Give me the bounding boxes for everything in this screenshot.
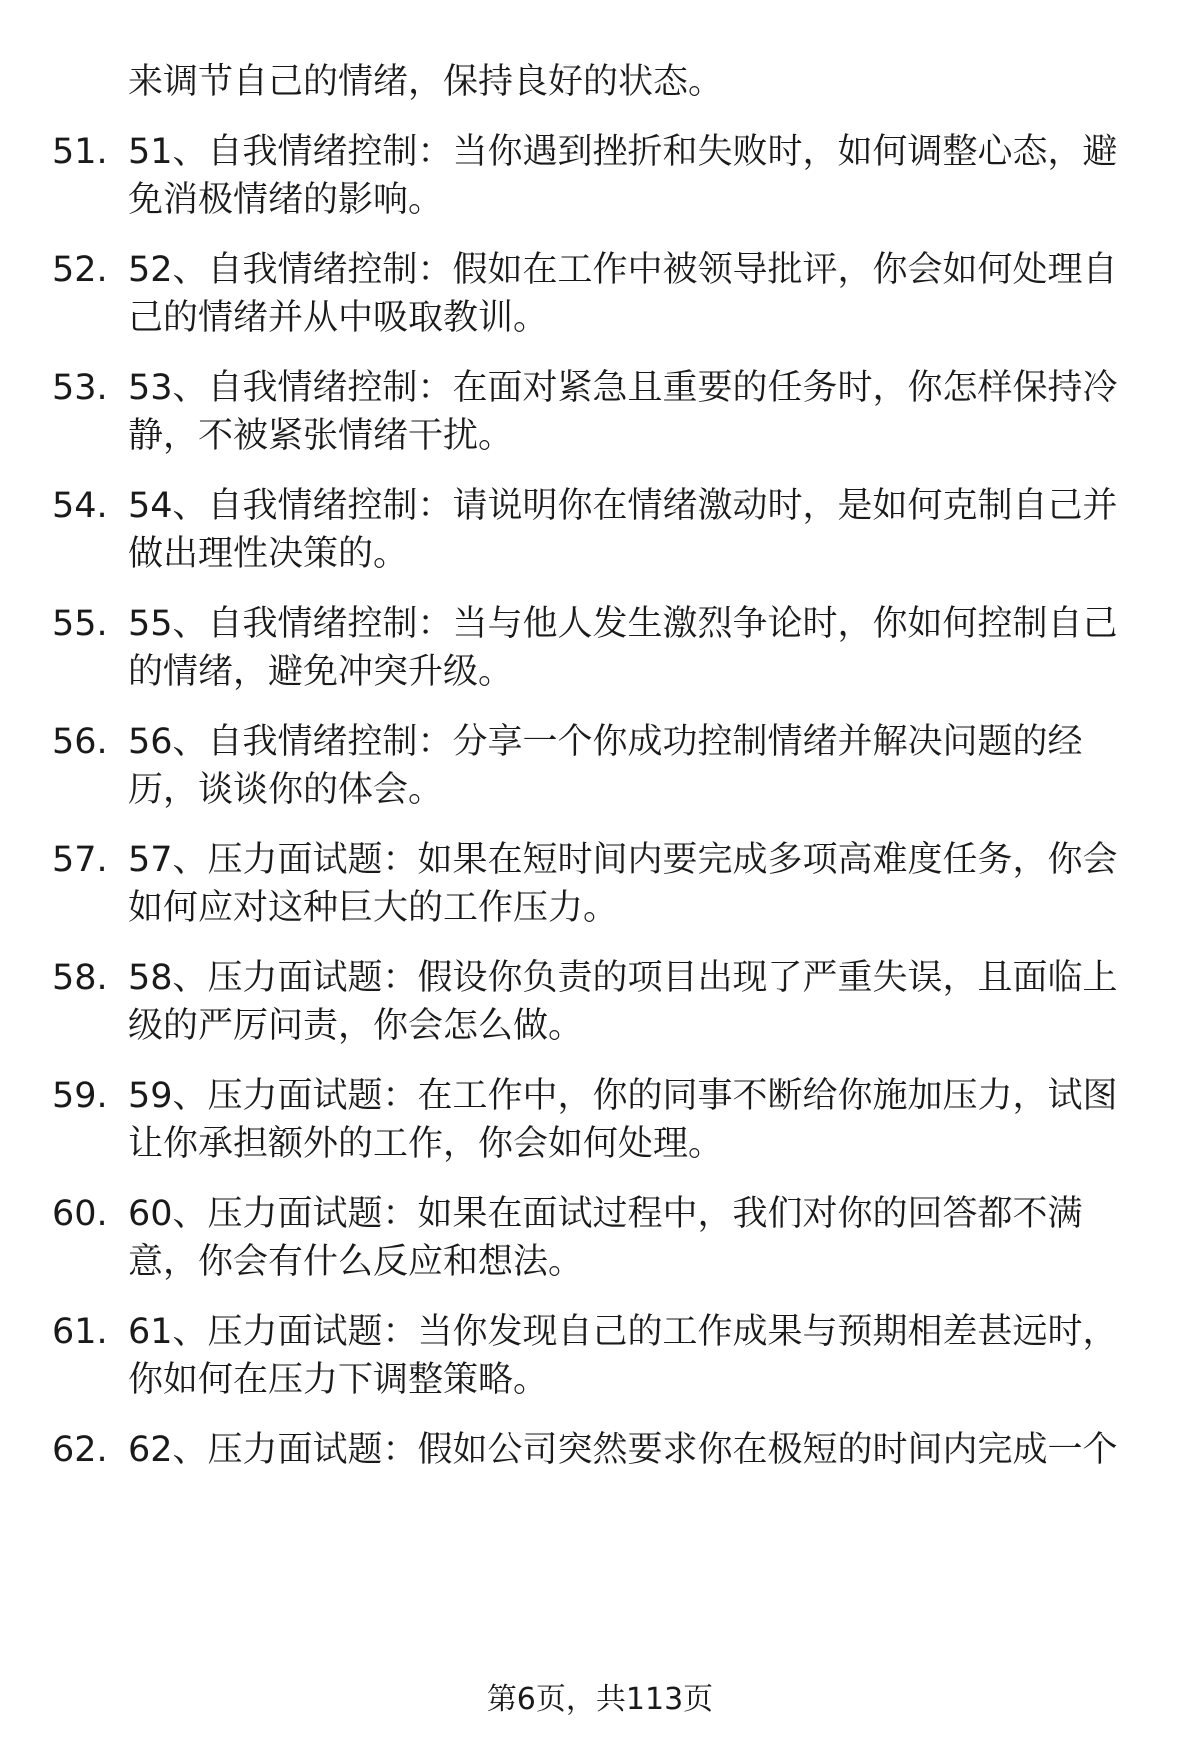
item-line: 56、自我情绪控制：分享一个你成功控制情绪并解决问题的经 (128, 722, 1083, 762)
item-line: 54、自我情绪控制：请说明你在情绪激动时，是如何克制自己并 (128, 486, 1118, 526)
item-line: 58、压力面试题：假设你负责的项目出现了严重失误，且面临上 (128, 958, 1118, 998)
item-number: 55. (52, 604, 108, 644)
item-text (128, 1190, 1198, 1286)
item-number: 58. (52, 958, 108, 998)
item-text (128, 1426, 1198, 1474)
item-line: 免消极情绪的影响。 (128, 180, 444, 220)
item-number: 60. (52, 1194, 108, 1234)
item-number: 54. (52, 486, 108, 526)
item-text (128, 364, 1198, 460)
item-text (128, 128, 1198, 224)
item-line: 你如何在压力下调整策略。 (128, 1360, 549, 1400)
item-text (128, 600, 1198, 696)
item-line: 57、压力面试题：如果在短时间内要完成多项高难度任务，你会 (128, 840, 1118, 880)
item-number: 51. (52, 132, 108, 172)
item-number: 52. (52, 250, 108, 290)
item-text (128, 954, 1198, 1050)
item-text (128, 1308, 1198, 1404)
item-line: 做出理性决策的。 (128, 534, 409, 574)
item-text (128, 246, 1198, 342)
item-line: 60、压力面试题：如果在面试过程中，我们对你的回答都不满 (128, 1194, 1083, 1234)
item-line: 静，不被紧张情绪干扰。 (128, 416, 514, 456)
item-text (128, 836, 1198, 932)
continued-text: 来调节自己的情绪，保持良好的状态。 (128, 62, 724, 102)
item-line: 历，谈谈你的体会。 (128, 770, 444, 810)
item-line: 52、自我情绪控制：假如在工作中被领导批评，你会如何处理自 (128, 250, 1118, 290)
item-number: 53. (52, 368, 108, 408)
item-line: 让你承担额外的工作，你会如何处理。 (128, 1124, 724, 1164)
item-number: 56. (52, 722, 108, 762)
item-line: 61、压力面试题：当你发现自己的工作成果与预期相差甚远时， (128, 1312, 1118, 1352)
item-text (128, 1072, 1198, 1168)
item-line: 意，你会有什么反应和想法。 (128, 1242, 584, 1282)
item-line: 己的情绪并从中吸取教训。 (128, 298, 549, 338)
item-line: 59、压力面试题：在工作中，你的同事不断给你施加压力，试图 (128, 1076, 1118, 1116)
item-line: 55、自我情绪控制：当与他人发生激烈争论时，你如何控制自己 (128, 604, 1118, 644)
item-line: 级的严厉问责，你会怎么做。 (128, 1006, 584, 1046)
item-line: 如何应对这种巨大的工作压力。 (128, 888, 619, 928)
item-number: 59. (52, 1076, 108, 1116)
item-line: 51、自我情绪控制：当你遇到挫折和失败时，如何调整心态，避 (128, 132, 1118, 172)
page-number-footer: 第6页，共113页 (486, 1682, 714, 1717)
item-text (128, 482, 1198, 578)
item-number: 57. (52, 840, 108, 880)
item-line: 53、自我情绪控制：在面对紧急且重要的任务时，你怎样保持冷 (128, 368, 1118, 408)
item-text (128, 718, 1198, 814)
item-line: 62、压力面试题：假如公司突然要求你在极短的时间内完成一个 (128, 1430, 1118, 1470)
item-number: 61. (52, 1312, 108, 1352)
item-line: 的情绪，避免冲突升级。 (128, 652, 514, 692)
item-number: 62. (52, 1430, 108, 1470)
